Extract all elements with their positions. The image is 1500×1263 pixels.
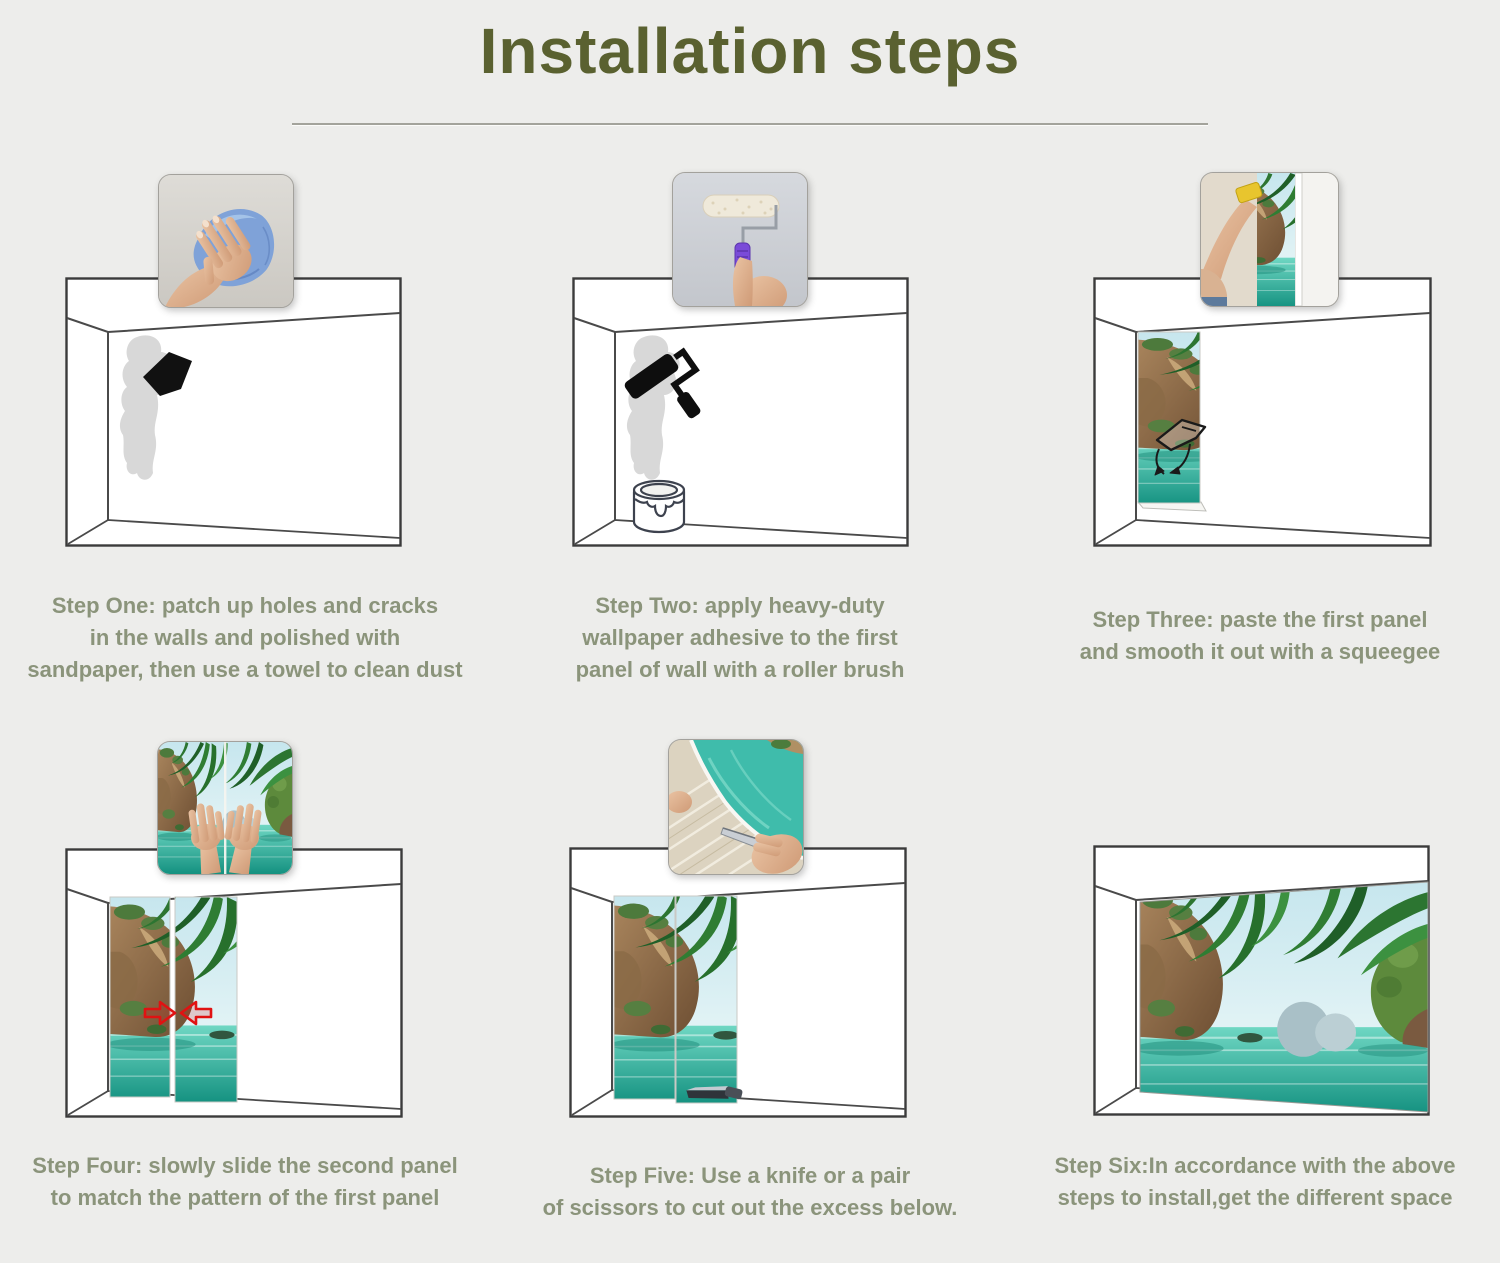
step-three-room-drawing xyxy=(1093,277,1432,547)
title-divider xyxy=(292,123,1208,126)
panel-seam xyxy=(224,742,226,874)
page-title: Installation steps xyxy=(479,15,1021,87)
step-two-caption: Step Two: apply heavy-duty wallpaper adhesive to the first panel of wall with a roller brush xyxy=(575,593,905,682)
full-mural-wall xyxy=(1134,881,1430,1114)
step-five-room-drawing xyxy=(569,847,907,1118)
step-four-caption: Step Four: slowly slide the second panel to match the pattern of the first panel xyxy=(32,1153,458,1210)
inset-photo-wiping-wall xyxy=(158,174,294,308)
step-six-caption: Step Six:In accordance with the above steps to install,get the different space xyxy=(1054,1153,1456,1210)
step-four-room-drawing xyxy=(65,848,403,1118)
roller-sleeve xyxy=(703,195,779,217)
room-outline xyxy=(67,279,401,546)
jeans xyxy=(1201,297,1227,306)
inset-photo-matching-panels xyxy=(157,741,293,875)
room-outline xyxy=(574,279,908,546)
step-six-room-drawing xyxy=(1093,845,1430,1116)
step-one-caption: Step One: patch up holes and cracks in the walls and polished with sandpaper, then use a towel to clean dust xyxy=(27,593,463,682)
paint-bucket-icon xyxy=(634,481,684,532)
inset-photo-roller-adhesive xyxy=(672,172,808,307)
step-five-caption: Step Five: Use a knife or a pair of scissors to cut out the excess below. xyxy=(542,1163,958,1220)
panel-edge xyxy=(1295,173,1302,306)
inset-photo-cutting-excess xyxy=(668,739,804,875)
pointing-finger xyxy=(733,257,753,306)
step-three-caption: Step Three: paste the first panel and smooth it out with a squeegee xyxy=(1079,607,1441,664)
step-two-room-drawing xyxy=(572,277,909,547)
inset-photo-pasting-panel xyxy=(1200,172,1339,307)
step-one-room-drawing xyxy=(65,277,402,547)
